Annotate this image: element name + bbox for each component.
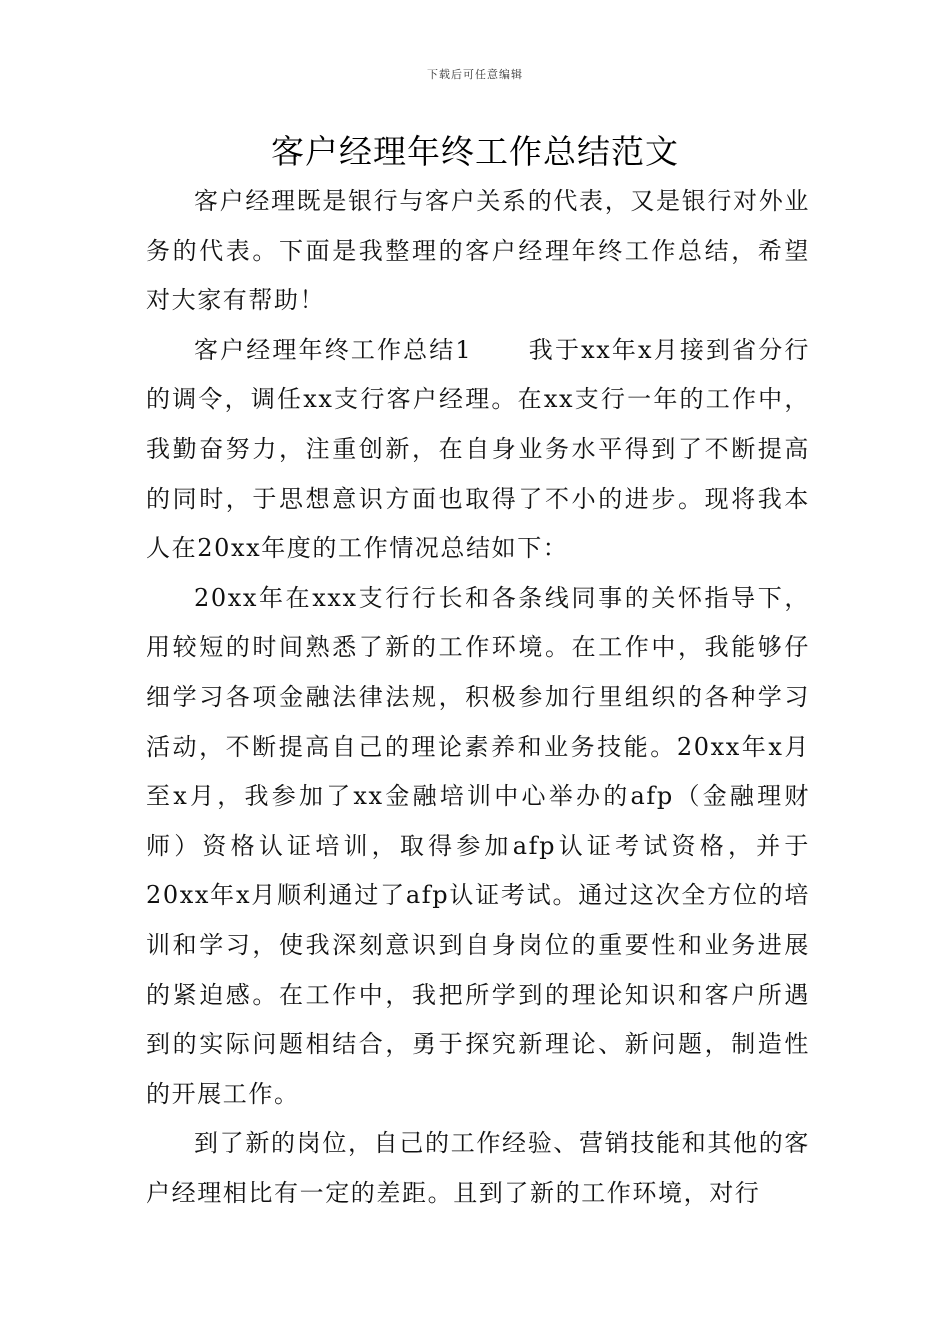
paragraph-intro: 客户经理既是银行与客户关系的代表，又是银行对外业务的代表。下面是我整理的客户经理年终工作总结，希望对大家有帮助！ (146, 187, 810, 315)
paragraph-training: 20xx年在xxx支行行长和各条线同事的关怀指导下，用较短的时间熟悉了新的工作环境。在工作中，我能够仔细学习各项金融法律法规，积极参加行里组织的各种学习活动，不断提高自己的理论素养和业务技能。20xx年x月至x月，我参加了xx金融培训中心举办的afp（金融理财师）资格认证培训，取得参加afp认证考试资格，并于20xx年x月顺利通过了afp认证考试。通过这次全方位的培训和学习，使我深刻意识到自身岗位的重要性和业务进展的紧迫感。在工作中，我把所学到的理论知识和客户所遇到的实际问题相结合，勇于探究新理论、新问题，制造性的开展工作。 (146, 583, 810, 1108)
paragraph-section-1-text: 我于xx年x月接到省分行的调令，调任xx支行客户经理。在xx支行一年的工作中，我勤奋努力，注重创新，在自身业务水平得到了不断提高的同时，于思想意识方面也取得了不小的进步。现将我本人在20xx年度的工作情况总结如下： (146, 335, 810, 563)
header-note: 下载后可任意编辑 (427, 68, 523, 81)
paragraph-new-position: 到了新的岗位，自己的工作经验、营销技能和其他的客户经理相比有一定的差距。且到了新的工作环境，对行 (146, 1129, 810, 1207)
document-title: 客户经理年终工作总结范文 (271, 132, 679, 171)
document-body (146, 177, 810, 1218)
paragraph-section-1 (146, 326, 810, 574)
section-heading: 客户经理年终工作总结1 (194, 335, 473, 364)
